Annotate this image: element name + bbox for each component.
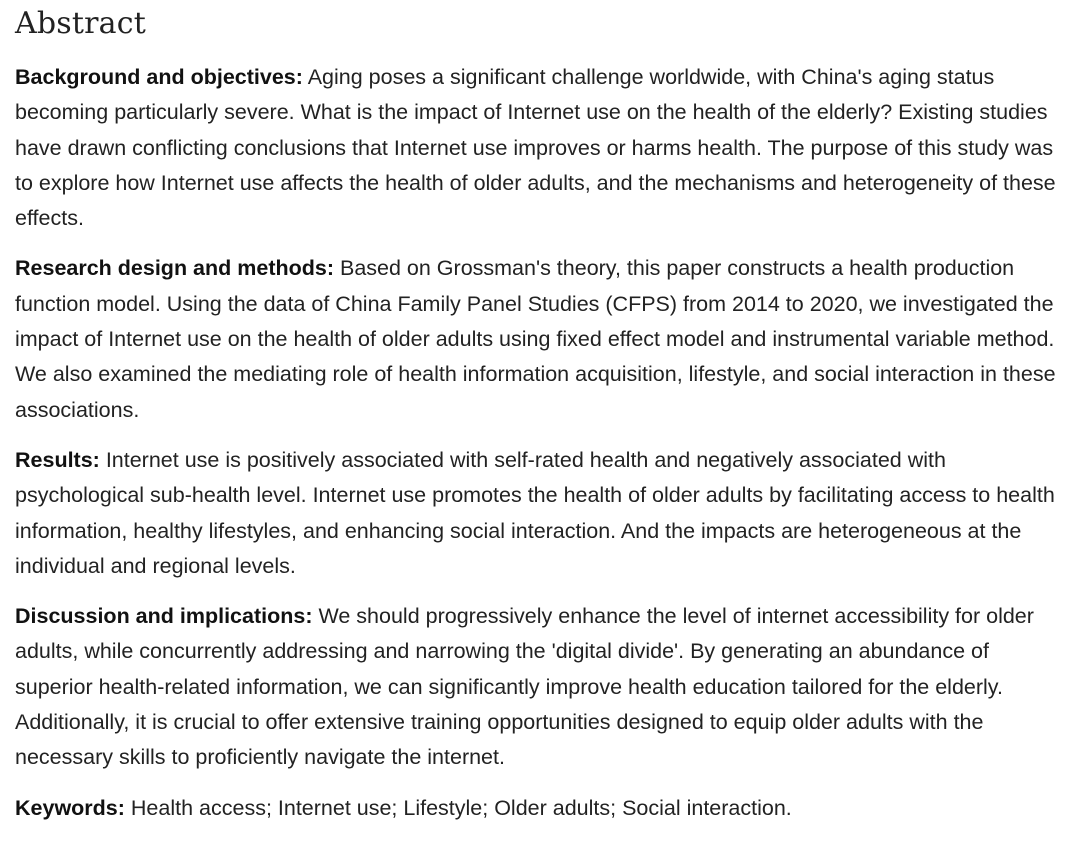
keywords-label: Keywords:: [15, 795, 125, 820]
section-text: We should progressively enhance the level of internet accessibility for older adults, while concurrently addressing and narrowing the 'digital divide'. By generating an abundance of superior health-related information, we can significantly improve health education tailored for the elderly. Additionally, it is crucial to offer extensive training opportunities designed to equip older adults with the necessary skills to proficiently navigate the internet.: [15, 604, 1034, 770]
results-paragraph: [15, 443, 1066, 584]
keywords-text: Health access; Internet use; Lifestyle; Older adults; Social interaction.: [130, 795, 792, 820]
section-label: Results:: [15, 447, 100, 472]
abstract-heading: Abstract: [15, 6, 147, 41]
section-label: Background and objectives:: [15, 65, 303, 89]
section-text: Aging poses a significant challenge worldwide, with China's aging status becoming particularly severe. What is the impact of Internet use on the health of the elderly? Existing studies have drawn conflicting conclusions that Internet use improves or harms health. The purpose of this study was to explore how Internet use affects the health of older adults, and the mechanisms and heterogeneity of these effects.: [15, 65, 1056, 231]
research-design-methods-paragraph: [15, 251, 1066, 427]
section-text: Internet use is positively associated with self-rated health and negatively associated with psychological sub-health level. Internet use promotes the health of older adults by facilitating access to health information, healthy lifestyles, and enhancing social interaction. And the impacts are heterogeneous at the individual and regional levels.: [15, 447, 1055, 578]
section-label: Research design and methods:: [15, 256, 334, 281]
background-objectives-paragraph: [15, 60, 1066, 236]
keywords-paragraph: [15, 791, 1066, 826]
section-label: Discussion and implications:: [15, 604, 313, 629]
discussion-implications-paragraph: [15, 599, 1066, 775]
section-text: Based on Grossman's theory, this paper constructs a health production function model. Using the data of China Family Panel Studies (CFPS) from 2014 to 2020, we investigated the impact of Internet use on the health of older adults using fixed effect model and instrumental variable method. We also examined the mediating role of health information acquisition, lifestyle, and social interaction in these associations.: [15, 256, 1056, 422]
